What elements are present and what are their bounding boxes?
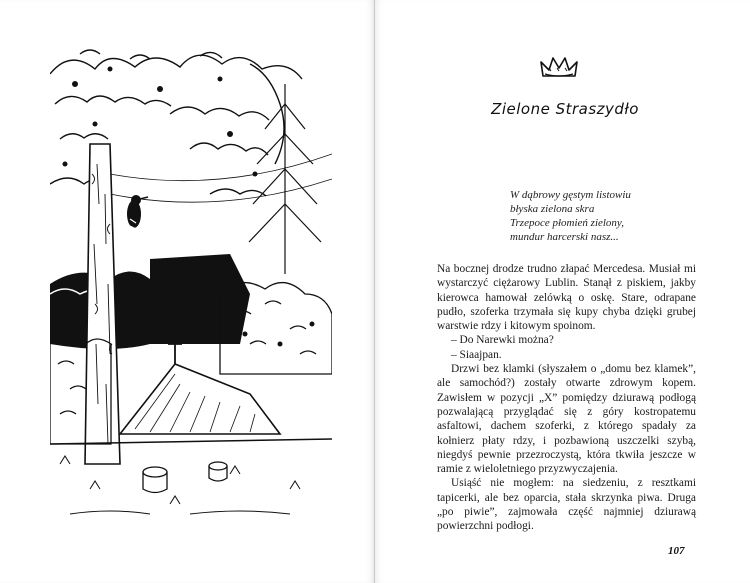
paragraph: – Siaajpan. [451, 348, 502, 361]
epigraph [510, 188, 670, 244]
crown-ornament-icon [535, 52, 583, 86]
epigraph-line: błyska zielona skra [510, 203, 595, 215]
epigraph-line: W dąbrowy gęstym listowiu [510, 189, 631, 201]
paragraph: – Do Narewki można? [451, 334, 554, 347]
forest-woodpecker-illustration [50, 44, 332, 524]
paragraph: Na bocznej drodze trudno złapać Mercedesa. Musiał mi wystarczyć ciężarowy Lublin. Stanął z piskiem, jakby kierowca hamował zelówką o oskę. Stare, odrapane pudło, szoferka trzymała się kupy chyba dzięki grubej warstwie rdzy i kitowym spoinom. [437, 263, 696, 333]
epigraph-line: mundur harcerski nasz... [510, 231, 619, 243]
body-text [437, 262, 696, 534]
chapter-title: Zielone Straszydło [491, 100, 639, 118]
epigraph-line: Trzepoce płomień zielony, [510, 217, 624, 229]
paragraph: Drzwi bez klamki (słyszałem o „domu bez klamek”, ale samochód?) zostały otwarte zdrowym kopem. Zawisłem w pozycji „X” pomiędzy dziurawą podłogą pozwalającą przyglądać się z góry kostropatemu asfaltowi, dachem szoferki, z którego spadały za kołnierz płaty rdzy, i pozbawioną uszczelki szybą, niegdyś pewnie przezroczystą, która tkwiła jeszcze w ramie z wieloletniego przyzwyczajenia. [437, 363, 696, 476]
paragraph: Usiąść nie mogłem: na siedzeniu, z resztkami tapicerki, ale bez oparcia, stała skrzynka piwa. Druga „po piwie”, zajmowała część najmniej dziurawą powierzchni podłogi. [437, 477, 696, 533]
page-number: 107 [668, 545, 685, 557]
